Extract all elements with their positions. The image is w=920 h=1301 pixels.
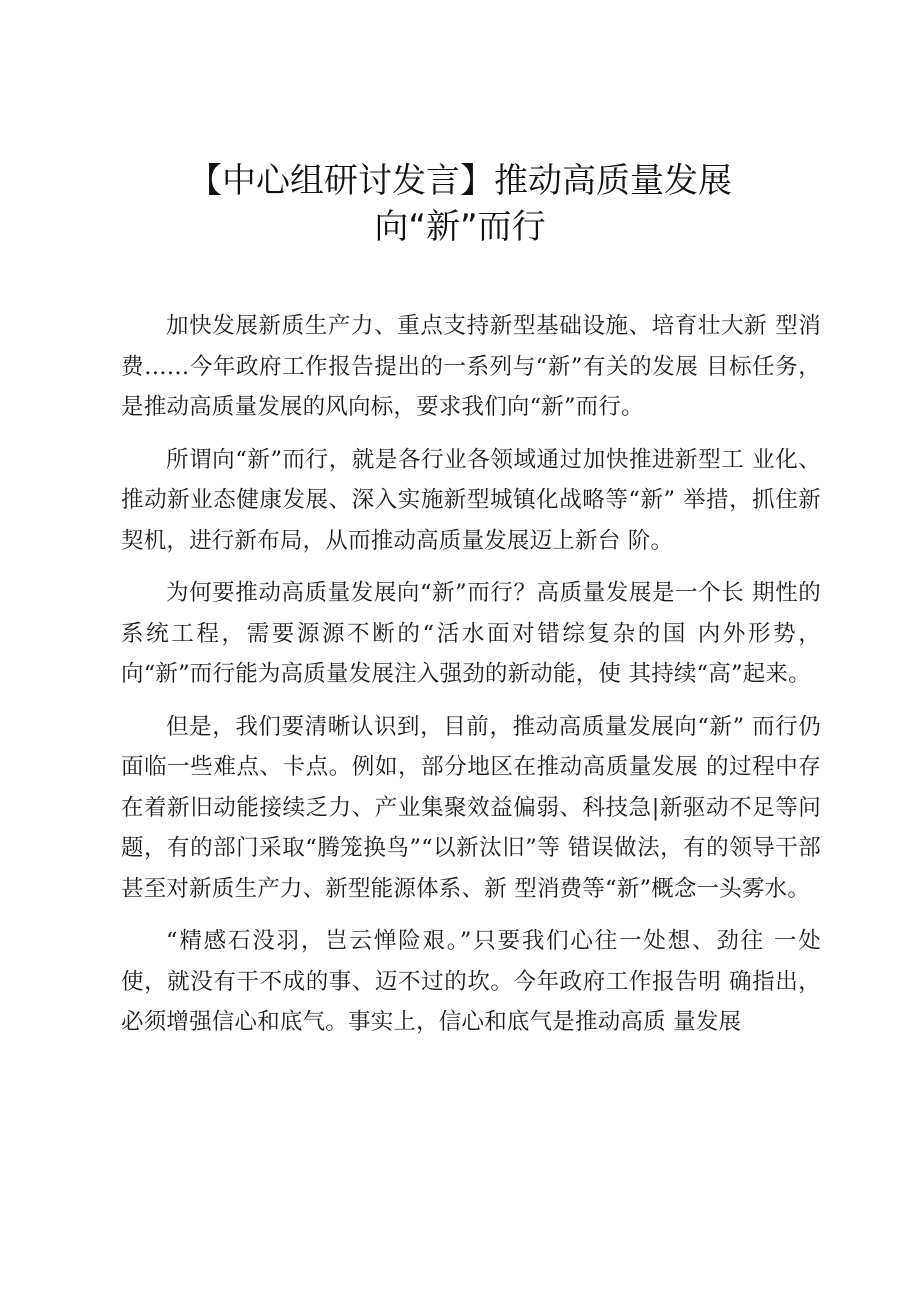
paragraph-2: 所谓向“新”而行，就是各行业各领域通过加快推进新型工 业化、推动新业态健康发展、深入实施新型城镇化战略等“新” 举措，抓住新契机，进行新布局，从而推动高质量发展迈上新台 阶。 <box>121 446 821 554</box>
paragraph-1: 加快发展新质生产力、重点支持新型基础设施、培育壮大新 型消费……今年政府工作报告提出的一系列与“新”有关的发展 目标任务，是推动高质量发展的风向标，要求我们向“新”而行。 <box>121 313 821 420</box>
paragraph-4: 但是，我们要清晰认识到，目前，推动高质量发展向“新” 而行仍面临一些难点、卡点。例如，部分地区在推动高质量发展 的过程中存在着新旧动能接续乏力、产业集聚效益偏弱、科技急|新驱动不足等问题，有的部门采取“腾笼换鸟”“以新汰旧”等 错误做法，有的领导干部甚至对新质生产力、新型能源体系、新 型消费等“新”概念一头雾水。 <box>121 713 821 902</box>
document-title: 【中心组研讨发言】推动高质量发展向“新”而行 <box>188 161 732 247</box>
paragraph-5: “精感石没羽，岂云惮险艰。”只要我们心往一处想、劲往 一处使，就没有干不成的事、迈不过的坎。今年政府工作报告明 确指出，必须增强信心和底气。事实上，信心和底气是推动高质 量发展 <box>121 928 821 1035</box>
paragraph-3: 为何要推动高质量发展向“新”而行？高质量发展是一个长 期性的系统工程，需要源源不断的“活水面对错综复杂的国 内外形势，向“新”而行能为高质量发展注入强劲的新动能，使 其持续“高”起来。 <box>121 580 821 687</box>
document-body <box>121 306 821 1055</box>
